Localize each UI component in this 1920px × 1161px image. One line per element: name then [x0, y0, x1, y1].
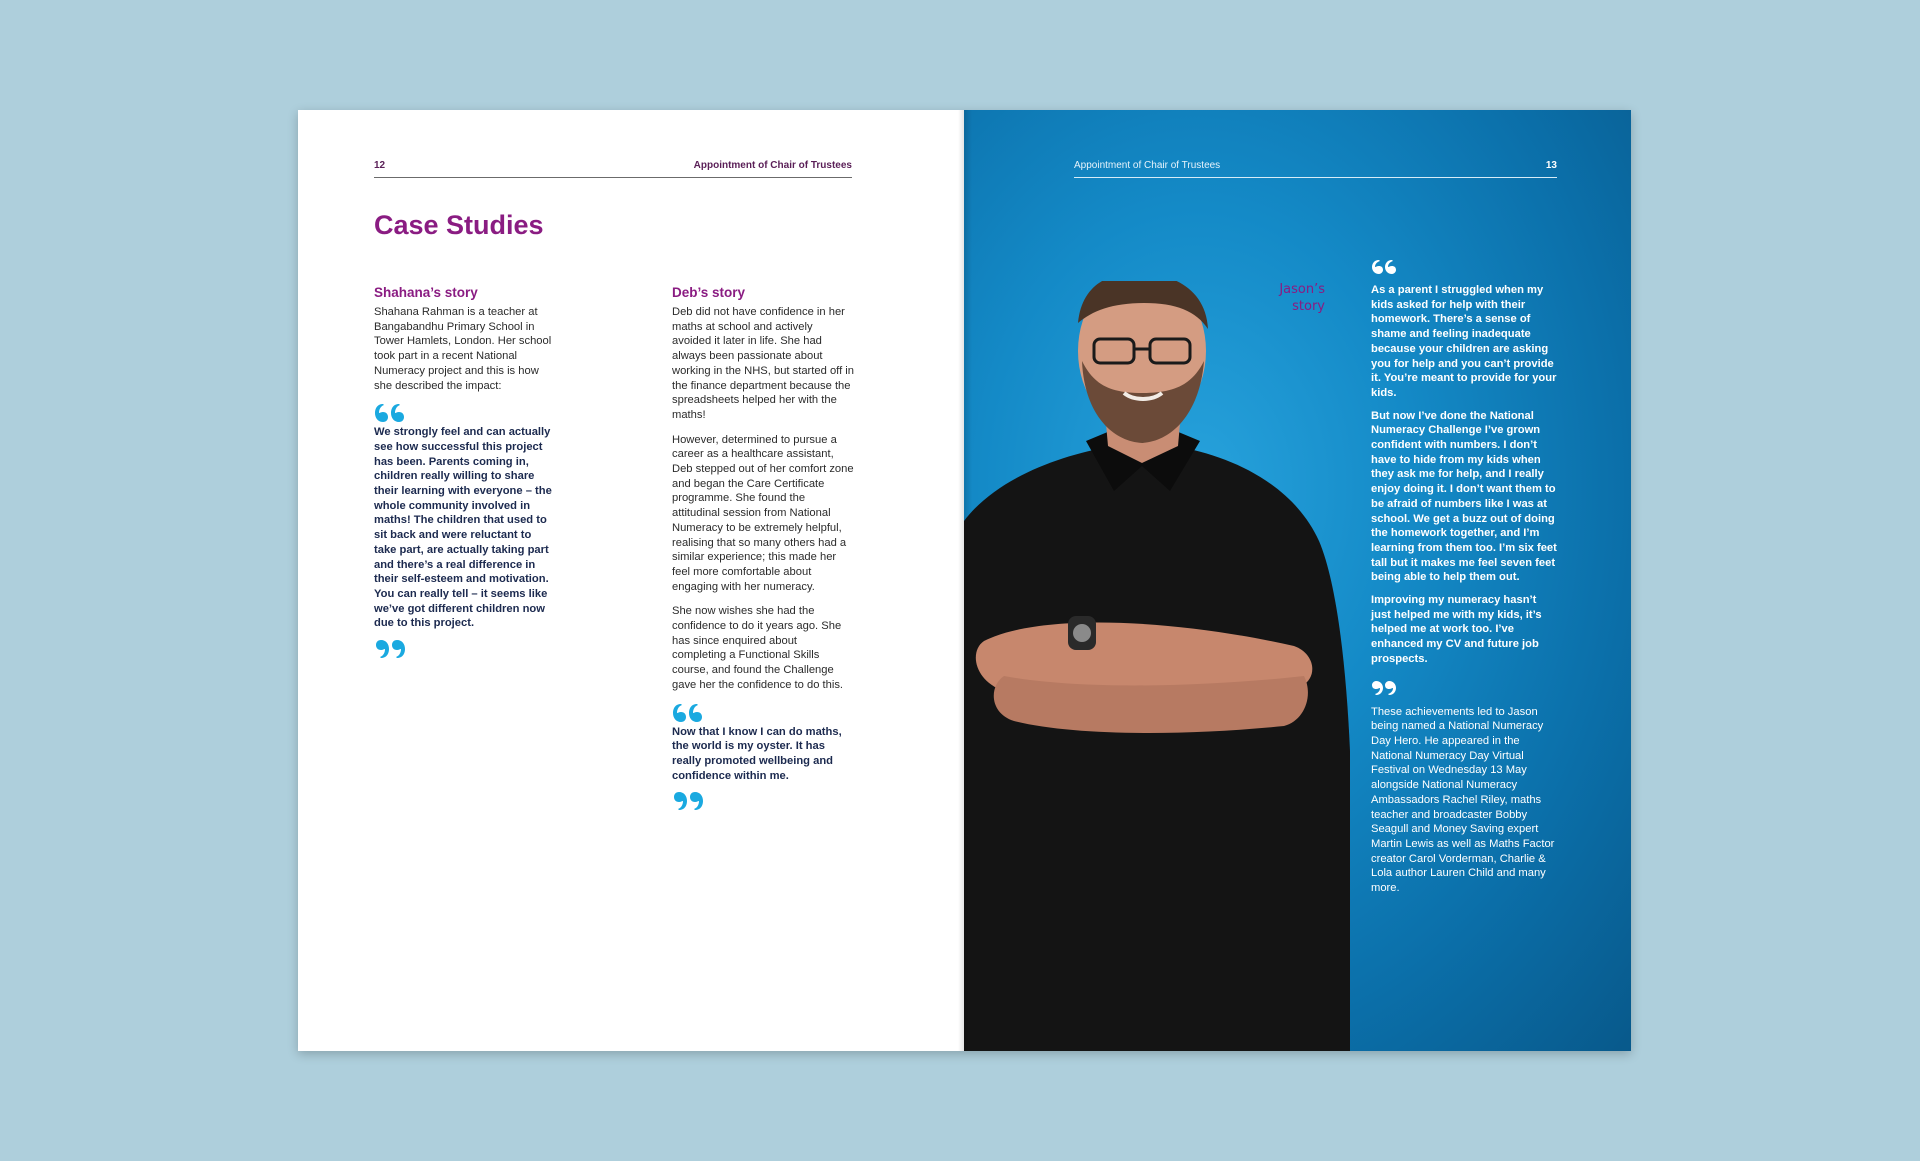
shahana-story [374, 285, 556, 659]
page-number-left: 12 [374, 160, 386, 171]
deb-quote: Now that I know I can do maths, the world is my oyster. It has really promoted wellbeing and confidence within me. [672, 725, 842, 782]
deb-paragraph-1: Deb did not have confidence in her maths at school and actively avoided it later in life. She had always been passionate about working in the NHS, but started off in the finance department because the spreadsheets helped her with the maths! [672, 306, 854, 421]
running-title-right: Appointment of Chair of Trustees [1074, 160, 1221, 171]
page-title: Case Studies [374, 210, 544, 240]
close-quote-icon [374, 637, 408, 659]
shahana-quote: We strongly feel and can actually see how successful this project has been. Parents coming in, children really willing to share their learning with everyone – the whole community involved in maths! The children that used to sit back and were reluctant to take part, are actually taking part and there’s a real difference in their self-esteem and motivation. You can really tell – it seems like we’ve got different children now due to this project. [374, 426, 552, 630]
shahana-intro: Shahana Rahman is a teacher at Bangabandhu Primary School in Tower Hamlets, London. Her school took part in a recent National Numeracy project and this is how she described the impact: [374, 306, 552, 392]
left-page [298, 110, 964, 1051]
jason-body: These achievements led to Jason being named a National Numeracy Day Hero. He appeared in the National Numeracy Day Virtual Festival on Wednesday 13 May alongside National Numeracy Ambassadors Rachel Riley, maths teacher and broadcaster Bobby Seagull and Money Saving expert Martin Lewis as well as Maths Factor creator Carol Vorderman, Charlie & Lola author Lauren Child and many more. [1371, 705, 1555, 895]
shahana-heading: Shahana’s story [374, 285, 478, 300]
page-number-right: 13 [1545, 160, 1557, 171]
jason-quote-3: Improving my numeracy hasn’t just helped me with my kids, it’s helped me at work too. I’ve enhanced my CV and future job prospects. [1371, 594, 1542, 665]
deb-paragraph-3: She now wishes she had the confidence to do it years ago. She has since enquired about completing a Functional Skills course, and found the Challenge gave her the confidence to do this. [672, 605, 844, 691]
jason-quote-1: As a parent I struggled when my kids asked for help with their homework. There’s a sense of shame and feeling inadequate because your children are asking you for help and you can’t provide it. You’re meant to provide for your kids. [1371, 284, 1557, 399]
open-quote-icon [374, 403, 408, 425]
deb-story [672, 285, 854, 811]
header-rule-left [374, 177, 852, 178]
brochure-spread [298, 110, 1631, 1051]
jason-label-line-1: Jason’s [1279, 282, 1325, 297]
open-quote-icon [672, 703, 706, 725]
deb-heading: Deb’s story [672, 285, 746, 300]
jason-portrait [964, 281, 1364, 1051]
open-quote-icon [1371, 258, 1405, 280]
right-page [964, 110, 1631, 1051]
header-rule-right [1074, 177, 1557, 178]
jason-story [1371, 258, 1557, 896]
gutter-shadow [958, 110, 972, 1051]
close-quote-icon [672, 789, 706, 811]
jason-story-label [1279, 281, 1325, 315]
running-title-left: Appointment of Chair of Trustees [693, 160, 852, 171]
jason-label-line-2: story [1292, 299, 1325, 314]
deb-paragraph-2: However, determined to pursue a career as a healthcare assistant, Deb stepped out of her comfort zone and began the Care Certificate programme. She found the attitudinal session from National Numeracy to be extremely helpful, realising that so many others had a similar experience; this made her feel more comfortable about engaging with her numeracy. [672, 433, 854, 593]
close-quote-icon [1371, 675, 1405, 697]
jason-quote-2: But now I’ve done the National Numeracy Challenge I’ve grown confident with numbers. I don’t have to hide from my kids when they ask me for help, and I really enjoy doing it. I don’t want them to be afraid of numbers like I was at school. We get a buzz out of doing the homework together, and I’m learning from them too. I’m six feet tall but it makes me feel seven feet being able to help them out. [1371, 409, 1557, 584]
